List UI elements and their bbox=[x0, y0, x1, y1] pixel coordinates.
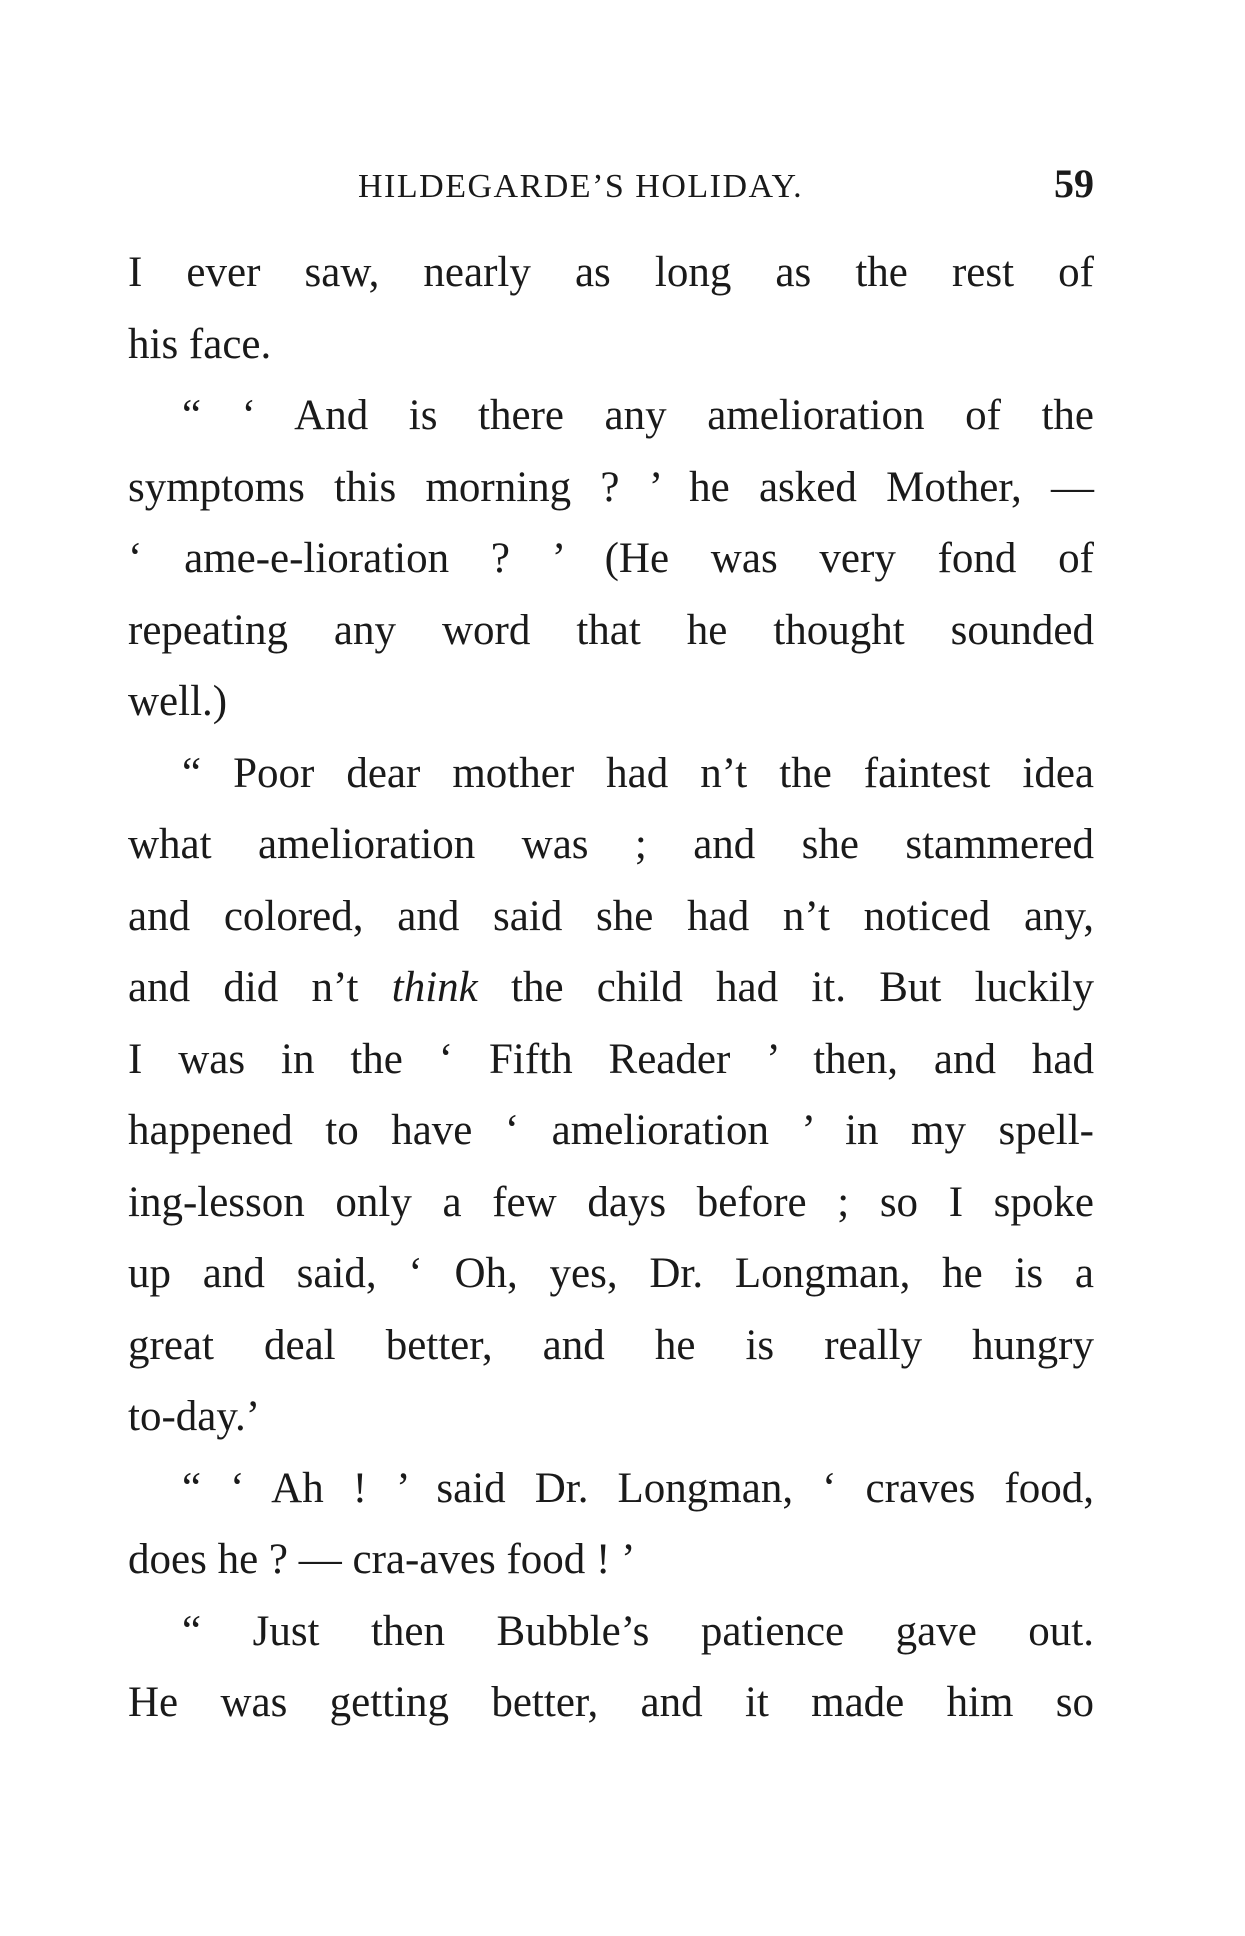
text-line: what amelioration was ; and she stammered bbox=[128, 821, 1094, 868]
text-line: I was in the ‘ Fifth Reader ’ then, and had bbox=[128, 1035, 1094, 1083]
text-line: “ ‘ And is there any amelioration of the bbox=[182, 392, 1094, 439]
text-line: happened to have ‘ amelioration ’ in my spell- bbox=[128, 1107, 1094, 1154]
running-title: HILDEGARDE’S HOLIDAY. bbox=[358, 168, 804, 205]
text-segment: the child had it. But luckily bbox=[477, 964, 1095, 1011]
text-line: “ Poor dear mother had n’t the faintest idea bbox=[182, 749, 1094, 797]
text-line: He was getting better, and it made him so bbox=[128, 1679, 1094, 1726]
emphasized-word: think bbox=[391, 964, 478, 1011]
text-line: up and said, ‘ Oh, yes, Dr. Longman, he is a bbox=[128, 1250, 1094, 1297]
text-segment: and did n’t bbox=[128, 964, 392, 1011]
text-line: well.) bbox=[128, 678, 228, 725]
text-line: does he ? — cra-aves food ! ’ bbox=[128, 1536, 636, 1583]
text-line: repeating any word that he thought sounded bbox=[128, 606, 1094, 654]
page-number: 59 bbox=[1054, 161, 1094, 206]
body-text bbox=[128, 237, 1094, 1739]
text-line: his face. bbox=[128, 320, 272, 368]
running-head bbox=[128, 160, 1094, 210]
text-line: great deal better, and he is really hungry bbox=[128, 1321, 1094, 1369]
text-line: “ ‘ Ah ! ’ said Dr. Longman, ‘ craves food, bbox=[182, 1464, 1094, 1512]
text-line: and colored, and said she had n’t noticed any, bbox=[128, 892, 1094, 940]
text-line: ing-lesson only a few days before ; so I spoke bbox=[128, 1178, 1094, 1226]
text-line: to-day.’ bbox=[128, 1393, 261, 1440]
text-line: ‘ ame-e-lioration ? ’ (He was very fond of bbox=[128, 535, 1094, 582]
text-line: “ Just then Bubble’s patience gave out. bbox=[182, 1607, 1094, 1655]
text-line: symptoms this morning ? ’ he asked Mother, — bbox=[128, 463, 1094, 511]
text-line: I ever saw, nearly as long as the rest of bbox=[128, 249, 1094, 296]
text-line bbox=[128, 952, 1094, 1024]
